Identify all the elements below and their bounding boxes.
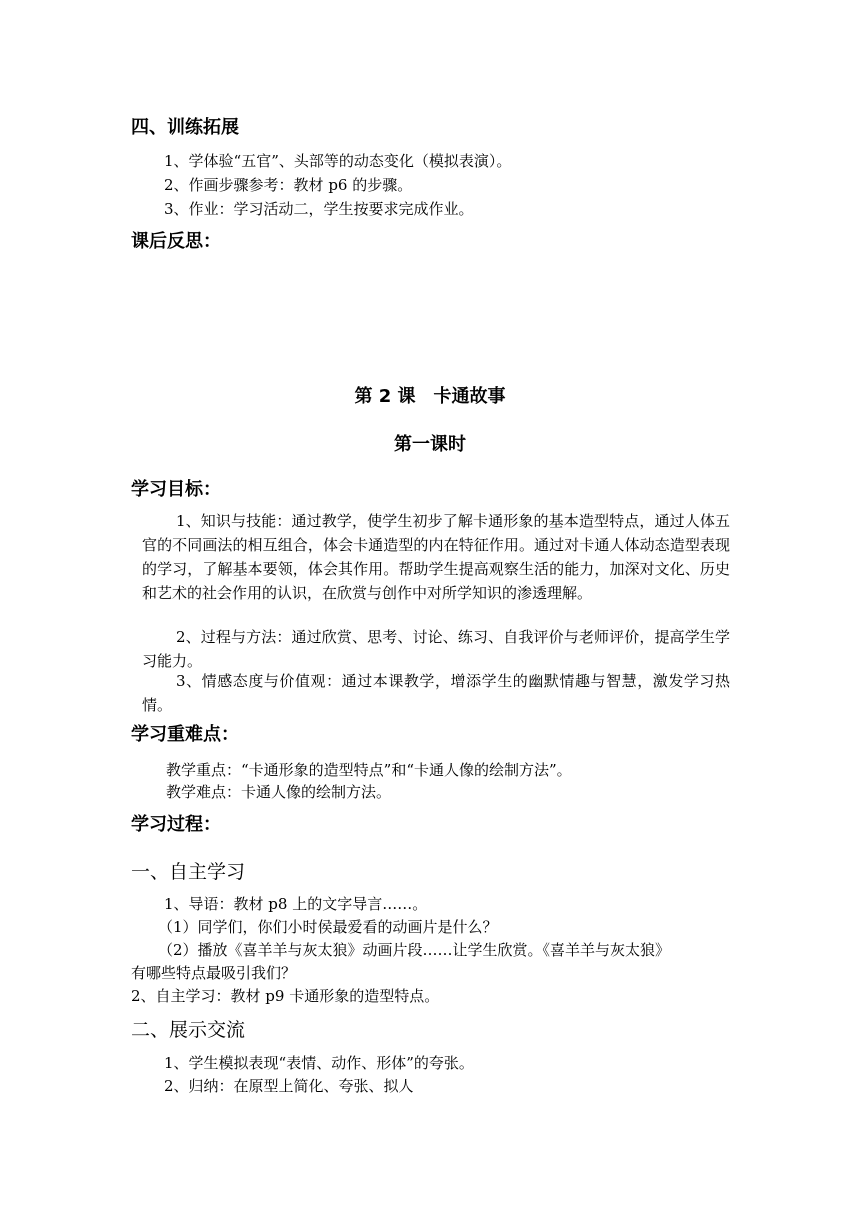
training-item-3: 3、作业：学习活动二，学生按要求完成作业。 — [164, 200, 474, 218]
objective-attitude-values: 3、情感态度与价值观：通过本课教学，增添学生的幽默情趣与智慧，激发学习热情。 — [142, 672, 730, 714]
lesson-title: 第 2 课 卡通故事 — [354, 386, 506, 407]
objectives-heading: 学习目标： — [131, 479, 221, 500]
self-study-item-2: 2、自主学习：教材 p9 卡通形象的造型特点。 — [131, 987, 440, 1005]
process-heading: 学习过程： — [131, 814, 221, 835]
reflection-heading: 课后反思： — [131, 231, 221, 252]
self-study-sub-2: （2）播放《喜羊羊与灰太狼》动画片段……让学生欣赏。《喜羊羊与灰太狼》 — [158, 941, 671, 959]
teaching-difficulty: 教学难点：卡通人像的绘制方法。 — [166, 783, 392, 801]
objective-process-methods: 2、过程与方法：通过欣赏、思考、讨论、练习、自我评价与老师评价，提高学生学习能力。 — [142, 628, 730, 670]
training-item-1: 1、学体验“五官”、头部等的动态变化（模拟表演）。 — [164, 152, 512, 170]
exchange-item-2: 2、归纳：在原型上简化、夸张、拟人 — [164, 1077, 414, 1095]
self-study-sub-2-cont: 有哪些特点最吸引我们？ — [131, 964, 297, 982]
exchange-item-1: 1、学生模拟表现“表情、动作、形体”的夸张。 — [164, 1054, 474, 1072]
self-study-sub-1: （1）同学们，你们小时侯最爱看的动画片是什么？ — [158, 918, 498, 936]
self-study-item-1: 1、导语：教材 p8 上的文字导言……。 — [164, 895, 428, 913]
exchange-heading: 二、展示交流 — [131, 1019, 246, 1041]
objective-knowledge-skills: 1、知识与技能：通过教学，使学生初步了解卡通形象的基本造型特点，通过人体五官的不同画法的相互组合，体会卡通造型的内在特征作用。通过对卡通人体动态造型表现的学习，了解基本要领，体会其作用。帮助学生提高观察生活的能力，加深对文化、历史和艺术的社会作用的认识，在欣赏与创作中对所学知识的渗透理解。 — [142, 512, 730, 602]
training-item-2: 2、作画步骤参考：教材 p6 的步骤。 — [164, 176, 413, 194]
keypoints-heading: 学习重难点： — [131, 724, 239, 745]
section-heading-training: 四、训练拓展 — [131, 117, 239, 138]
self-study-heading: 一、自主学习 — [131, 861, 246, 883]
teaching-focus: 教学重点：“卡通形象的造型特点”和“卡通人像的绘制方法”。 — [166, 761, 572, 779]
lesson-period: 第一课时 — [394, 434, 466, 455]
